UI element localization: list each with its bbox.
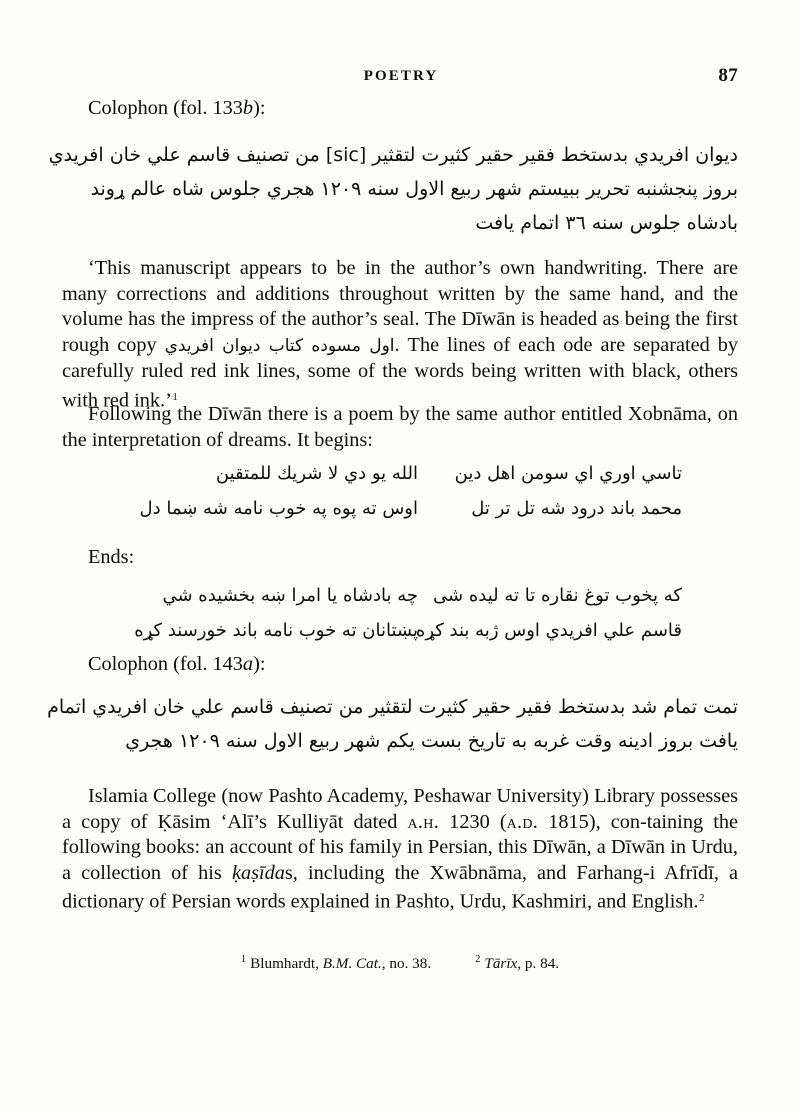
colophon-1-line-3: بادشاه جلوس سنه ٣٦ اتمام يافت — [475, 212, 738, 234]
colophon-2-line-2: يافت بروز ادينه وقت غربه به تاريخ بست يكم شهر ربيع الاول سنه ١٢٠٩ هجري — [125, 730, 738, 752]
verse-block-begins — [62, 456, 738, 526]
paragraph-1-part-2: . The lines of each ode are separated by carefully ruled red ink lines, some of the words being written with black, others with red ink.’ — [62, 333, 739, 412]
couplet — [62, 578, 738, 613]
footnote-1-post: , no. 38. — [381, 955, 432, 972]
colophon-2-folio-side: a — [242, 653, 254, 675]
couplet — [62, 491, 738, 526]
footnote-1-title: B.M. Cat. — [322, 955, 382, 972]
ends-label: Ends: — [88, 546, 135, 568]
footnote-2-title: Tārīx — [484, 955, 518, 972]
colophon-1-label-suffix: ): — [253, 97, 266, 119]
ah-year: 1230 — [449, 810, 490, 833]
ad-year: 1815 — [548, 810, 589, 833]
paragraph-3-part-3: s, including the Xwābnāma, and Farhang-i Afrīdī, a dictionary of Persian words explained in Pashto, Urdu, Kashmiri, and English. — [62, 861, 738, 913]
colophon-2-line-1: تمت تمام شد بدستخط فقير حقير كثيرت لتقثير من تصنيف قاسم علي خان افريدي اتمام — [47, 696, 738, 718]
footnote-ref-1[interactable]: 1 — [172, 390, 178, 403]
hemistich-left: الله يو دي لا شريك للمتقين — [215, 463, 418, 484]
footnote-1-marker: 1 — [240, 954, 247, 965]
footnote-1 — [241, 950, 431, 973]
couplet — [62, 456, 738, 491]
colophon-2-text — [47, 690, 738, 758]
colophon-1-label-text: Colophon (fol. 133 — [88, 97, 243, 119]
footnote-2-marker: 2 — [475, 954, 481, 965]
colophon-2-label-suffix: ): — [253, 653, 266, 675]
paragraph-1-part-1: ‘This manuscript appears to be in the author’s own handwriting. There are many corrections and additions throughout written by the same hand, and the volume has the impress of the author’s seal. The Dīwān is headed as being the first rough copy — [62, 257, 738, 356]
paragraph-xobnama-intro: Following the Dīwān there is a poem by the same author entitled Xobnāma, on the interpretation of dreams. It begins: — [62, 403, 738, 451]
footnote-ref-2[interactable]: 2 — [699, 892, 705, 905]
running-title: POETRY — [363, 68, 439, 84]
ad-paren-open: ( — [499, 810, 507, 833]
running-head — [62, 65, 738, 90]
couplet — [62, 613, 738, 648]
kasida-italic: ḳaṣīda — [231, 861, 285, 884]
colophon-2-label-text: Colophon (fol. 143 — [88, 653, 243, 675]
paragraph-3-part-2: ), con-taining the following books: an account of his family in Persian, this Dīwān, a Dīwān in Urdu, a collection of his — [62, 810, 738, 884]
paragraph-islamia-college — [62, 784, 738, 915]
footnote-1-pre: Blumhardt, — [250, 955, 323, 972]
footnotes — [62, 950, 738, 973]
hemistich-left: اوس ته پوه په خوب نامه شه ښما دل — [139, 498, 418, 519]
colophon-1-label — [62, 96, 764, 122]
era-ah: a.h. — [407, 810, 440, 833]
hemistich-left: چه بادشاه يا امرا ښه بخشيده شي — [162, 585, 418, 606]
colophon-1-text — [48, 138, 738, 240]
colophon-1-line-2: بروز پنجشنبه تحرير ببيستم شهر ربيع الاول سنه ١٢٠٩ هجري جلوس شاه عالم ړوند — [90, 178, 738, 200]
paragraph-3-part-1: Islamia College (now Pashto Academy, Peshawar University) Library possesses a copy of Ḳāsim ‘Alī’s Kulliyāt dated — [62, 785, 738, 833]
hemistich-right: كه پخوب توغ نقاره تا ته ليده شی — [433, 585, 682, 606]
hemistich-left: پښتانان ته خوب نامه باند خورسند كړه — [134, 620, 418, 641]
colophon-1-line-1: ديوان افريدي بدستخط فقير حقير كثيرت لتقثير [sic] من تصنيف قاسم علي خان افريدي — [48, 144, 738, 166]
colophon-1-folio-side: b — [242, 97, 254, 119]
paragraph-manuscript-description — [62, 256, 738, 414]
paragraph-1-arabic-phrase: اول مسوده كتاب ديوان افريدي — [164, 335, 395, 356]
era-ad: a.d. — [506, 810, 539, 833]
page-number: 87 — [718, 65, 738, 86]
colophon-2-label — [62, 652, 764, 678]
hemistich-right: قاسم علي افريدي اوس ژبه بند كړه — [415, 620, 682, 641]
hemistich-right: محمد باند درود شه تل تر تل — [471, 498, 682, 519]
footnote-2 — [475, 950, 559, 973]
verse-block-ends — [62, 578, 738, 648]
hemistich-right: تاسي اوري اي سومن اهل دين — [454, 463, 682, 484]
footnote-2-post: , p. 84. — [517, 955, 560, 972]
